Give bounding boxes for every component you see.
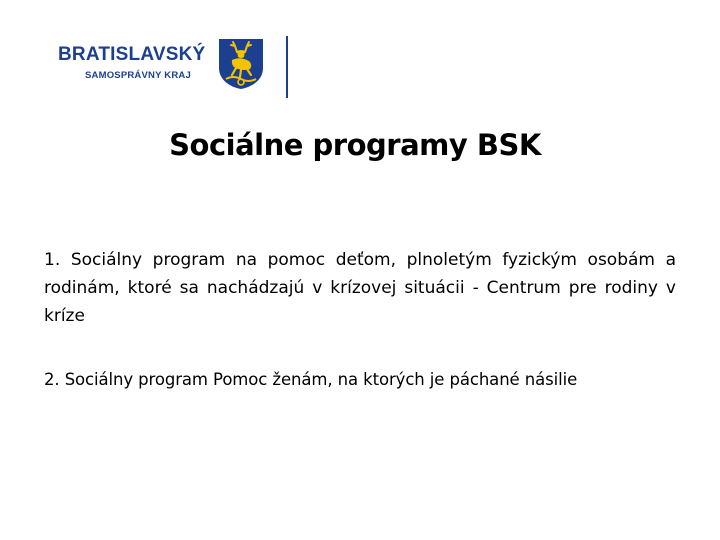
slide-title: Sociálne programy BSK	[169, 128, 541, 162]
bsk-logo	[58, 38, 298, 100]
slide-content	[44, 246, 676, 389]
logo-subtitle: SAMOSPRÁVNY KRAJ	[85, 70, 191, 81]
logo-name: BRATISLAVSKÝ	[58, 44, 206, 65]
deer-crest-icon	[218, 38, 264, 90]
list-item: 1. Sociálny program na pomoc deťom, plnoletým fyzickým osobám a rodinám, ktoré sa nachádzajú v krízovej situácii - Centrum pre rodiny v kríze	[44, 250, 676, 326]
logo-divider	[286, 36, 288, 98]
list-item: 2. Sociálny program Pomoc ženám, na ktorých je páchané násilie	[44, 370, 578, 389]
